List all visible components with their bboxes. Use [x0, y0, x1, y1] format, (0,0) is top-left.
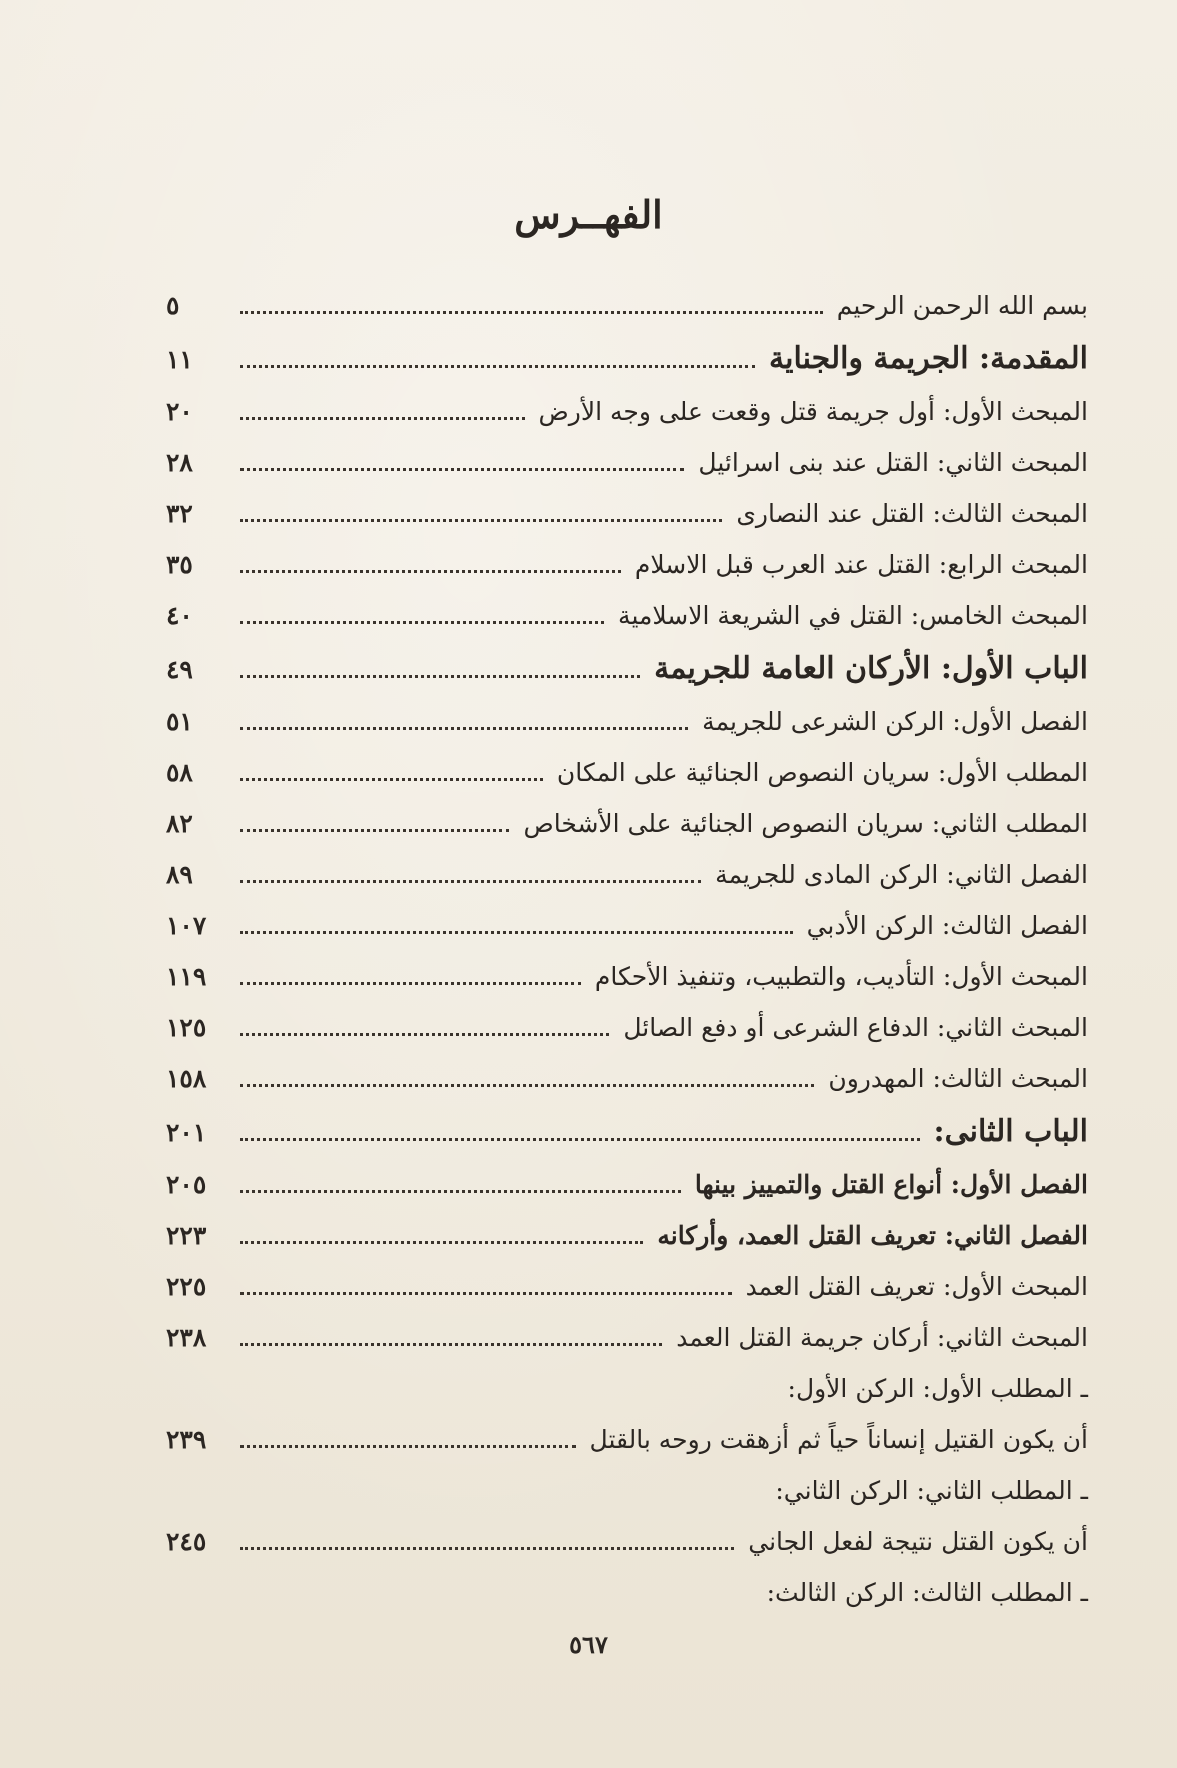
toc-entry-title: ـ المطلب الثالث: الركن الثالث:	[766, 1578, 1088, 1607]
toc-entry	[166, 331, 1088, 386]
toc-entry-title: المبحث الرابع: القتل عند العرب قبل الاسلام	[634, 550, 1088, 579]
toc-entry	[166, 386, 1088, 437]
toc-entry-page: ٥٨	[166, 758, 193, 787]
toc-entry-page: ٢٢٣	[166, 1221, 207, 1250]
toc-entry-page: ٨٢	[166, 809, 193, 838]
toc-entry	[166, 539, 1088, 590]
toc-entry-title: المبحث الثاني: القتل عند بنى اسرائيل	[698, 448, 1088, 477]
toc-entry-title: الفصل الثاني: تعريف القتل العمد، وأركانه	[657, 1221, 1088, 1250]
toc-entry	[166, 1363, 1088, 1414]
toc-entry-title: الفصل الثالث: الركن الأدبي	[806, 911, 1088, 940]
toc-entry	[166, 1465, 1088, 1516]
dot-leader	[240, 982, 581, 985]
toc-entry	[166, 747, 1088, 798]
toc-entry-page: ٢٢٥	[166, 1272, 207, 1301]
toc-entry	[166, 1567, 1088, 1618]
toc-entry-page: ١٥٨	[166, 1064, 207, 1093]
dot-leader	[240, 931, 793, 934]
toc-entry-page: ٥١	[166, 707, 193, 736]
dot-leader	[240, 621, 604, 624]
toc-entry-page: ٨٩	[166, 860, 193, 889]
dot-leader	[240, 1241, 643, 1244]
toc-entry-title: المطلب الثاني: سريان النصوص الجنائية على الأشخاص	[523, 809, 1088, 838]
toc-entry	[166, 1159, 1088, 1210]
toc-entry-title: بسم الله الرحمن الرحيم	[836, 291, 1088, 320]
toc-entry-page: ١١٩	[166, 962, 207, 991]
dot-leader	[240, 829, 509, 832]
toc-entry-title: المبحث الثالث: القتل عند النصارى	[736, 499, 1088, 528]
toc-entry-page: ٢٤٥	[166, 1527, 207, 1556]
toc-entry-title: ـ المطلب الثاني: الركن الثاني:	[775, 1476, 1088, 1505]
toc-entry-title: المبحث الأول: تعريف القتل العمد	[745, 1272, 1088, 1301]
dot-leader	[240, 727, 688, 730]
toc-entry	[166, 1516, 1088, 1567]
toc-entry-title: ـ المطلب الأول: الركن الأول:	[787, 1374, 1088, 1403]
toc-entry-title: المبحث الأول: التأديب، والتطبيب، وتنفيذ الأحكام	[594, 962, 1088, 991]
dot-leader	[240, 880, 701, 883]
dot-leader	[240, 1138, 920, 1141]
toc-entry-page: ٥	[166, 291, 180, 320]
toc-entry	[166, 900, 1088, 951]
toc-entry	[166, 1002, 1088, 1053]
toc-entry-page: ٣٥	[166, 550, 193, 579]
toc-entry	[166, 1312, 1088, 1363]
toc-entry-page: ٢٠٥	[166, 1170, 207, 1199]
toc-entry-page: ٢٠١	[166, 1118, 207, 1147]
toc-entry-title: المبحث الثاني: الدفاع الشرعى أو دفع الصائل	[623, 1013, 1088, 1042]
toc-entry	[166, 437, 1088, 488]
page-title: الفهــرس	[514, 192, 663, 237]
dot-leader	[240, 311, 823, 314]
toc-entry-page: ٣٢	[166, 499, 193, 528]
toc-entry-title: المبحث الخامس: القتل في الشريعة الاسلامية	[618, 601, 1088, 630]
toc-entry	[166, 696, 1088, 747]
dot-leader	[240, 1547, 734, 1550]
toc-entry-page: ٢٣٩	[166, 1425, 207, 1454]
toc-entry-title: المبحث الأول: أول جريمة قتل وقعت على وجه الأرض	[538, 397, 1088, 426]
dot-leader	[240, 778, 543, 781]
toc-entry	[166, 488, 1088, 539]
dot-leader	[240, 365, 755, 368]
toc-entry	[166, 1210, 1088, 1261]
toc-entry-page: ٤٠	[166, 601, 193, 630]
toc-entry-title: الفصل الأول: الركن الشرعى للجريمة	[702, 707, 1088, 736]
toc-entry-title: الفصل الأول: أنواع القتل والتمييز بينها	[694, 1170, 1088, 1199]
toc-entry-title: الباب الثانى:	[933, 1114, 1088, 1149]
toc-entry	[166, 1261, 1088, 1312]
toc-entry	[166, 798, 1088, 849]
toc-entry	[166, 1414, 1088, 1465]
toc-entry-title: أن يكون القتيل إنساناً حياً ثم أزهقت روحه بالقتل	[589, 1425, 1088, 1454]
dot-leader	[240, 1343, 662, 1346]
toc-entry	[166, 1053, 1088, 1104]
toc-entry-title: المطلب الأول: سريان النصوص الجنائية على المكان	[556, 758, 1088, 787]
dot-leader	[240, 1033, 609, 1036]
toc-entry	[166, 951, 1088, 1002]
toc-entry-page: ١١	[166, 345, 193, 374]
toc-entry	[166, 590, 1088, 641]
dot-leader	[240, 1084, 814, 1087]
dot-leader	[240, 417, 525, 420]
page-number: ٥٦٧	[569, 1630, 608, 1659]
toc-entry-page: ١٢٥	[166, 1013, 207, 1042]
dot-leader	[240, 570, 621, 573]
toc-entry-title: المبحث الثاني: أركان جريمة القتل العمد	[676, 1323, 1088, 1352]
dot-leader	[240, 1445, 576, 1448]
dot-leader	[240, 675, 640, 678]
toc-entry	[166, 641, 1088, 696]
toc-entry	[166, 1104, 1088, 1159]
toc-entry-title: المبحث الثالث: المهدرون	[828, 1064, 1088, 1093]
dot-leader	[240, 519, 722, 522]
toc-entry-page: ٤٩	[166, 655, 193, 684]
table-of-contents	[166, 280, 1088, 1618]
toc-entry-title: أن يكون القتل نتيجة لفعل الجاني	[748, 1527, 1088, 1556]
toc-entry-title: المقدمة: الجريمة والجناية	[769, 341, 1088, 376]
toc-entry-page: ١٠٧	[166, 911, 207, 940]
dot-leader	[240, 1190, 681, 1193]
toc-entry-page: ٢٨	[166, 448, 193, 477]
toc-entry-page: ٢٠	[166, 397, 193, 426]
toc-entry	[166, 280, 1088, 331]
dot-leader	[240, 1292, 732, 1295]
toc-entry-title: الباب الأول: الأركان العامة للجريمة	[654, 651, 1088, 686]
dot-leader	[240, 468, 684, 471]
toc-entry	[166, 849, 1088, 900]
toc-entry-title: الفصل الثاني: الركن المادى للجريمة	[715, 860, 1088, 889]
toc-entry-page: ٢٣٨	[166, 1323, 207, 1352]
